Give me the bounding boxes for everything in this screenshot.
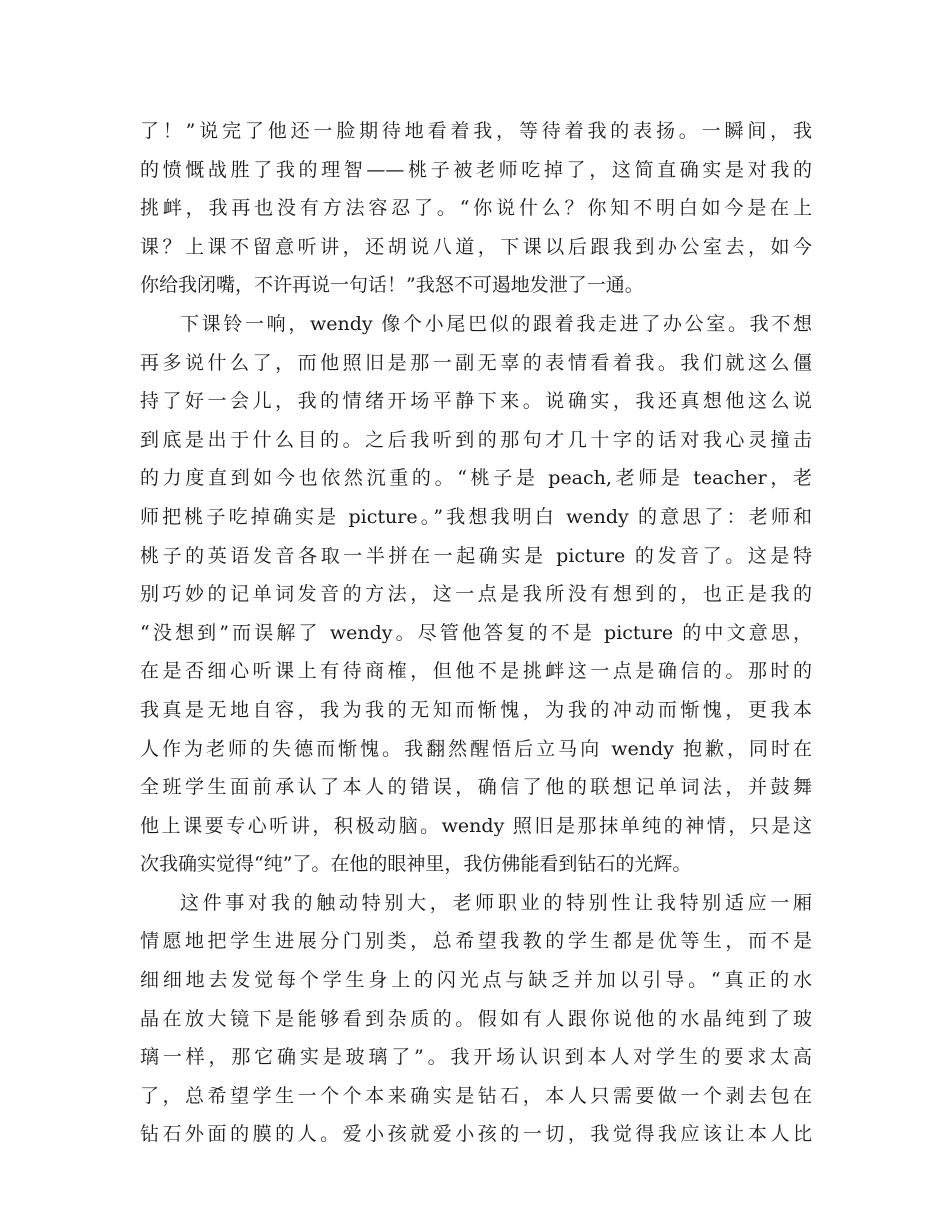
text-line: 到底是出于什么目的。之后我听到的那句才几十字的话对我心灵撞击 [140, 428, 812, 451]
text-line: 全班学生面前承认了本人的错误，确信了他的联想记单词法，并鼓舞 [140, 776, 812, 799]
text-line: 你给我闭嘴，不许再说一句话！”我怒不可遏地发泄了一通。 [140, 274, 644, 297]
text-line: 了，总希望学生一个个本来确实是钻石，本人只需要做一个剥去包在 [140, 1084, 812, 1107]
text-line: “没想到”而误解了 wendy。尽管他答复的不是 picture 的中文意思， [140, 621, 812, 644]
text-line: 桃子的英语发音各取一半拼在一起确实是 picture 的发音了。这是特 [140, 544, 812, 567]
text-line: 次我确实觉得“纯”了。在他的眼神里，我仿佛能看到钻石的光辉。 [140, 853, 692, 876]
text-line: 晶在放大镜下是能够看到杂质的。假如有人跟你说他的水晶纯到了玻 [140, 1007, 812, 1030]
text-line: 的愤慨战胜了我的理智——桃子被老师吃掉了，这简直确实是对我的 [140, 158, 812, 181]
text-line: 的力度直到如今也依然沉重的。“桃子是 peach,老师是 teacher，老 [140, 467, 812, 490]
text-line: 我真是无地自容，我为我的无知而惭愧，为我的冲动而惭愧，更我本 [140, 698, 812, 721]
text-line: 细细地去发觉每个学生身上的闪光点与缺乏并加以引导。“真正的水 [140, 969, 812, 992]
text-line: 璃一样，那它确实是玻璃了”。我开场认识到本人对学生的要求太高 [140, 1046, 812, 1069]
text-line: 了！”说完了他还一脸期待地看着我，等待着我的表扬。一瞬间，我 [140, 120, 812, 142]
text-line: 他上课要专心听讲，积极动脑。wendy 照旧是那抹单纯的神情，只是这 [140, 814, 812, 837]
body-text [140, 112, 812, 1154]
text-line: 再多说什么了，而他照旧是那一副无辜的表情看着我。我们就这么僵 [140, 351, 812, 374]
text-line: 别巧妙的记单词发音的方法，这一点是我所没有想到的，也正是我的 [140, 583, 812, 606]
text-line: 这件事对我的触动特别大，老师职业的特别性让我特别适应一厢 [180, 891, 812, 914]
text-line: 挑衅，我再也没有方法容忍了。“你说什么？你知不明白如今是在上 [140, 197, 812, 220]
text-line: 人作为老师的失德而惭愧。我翻然醒悟后立马向 wendy 抱歉，同时在 [140, 737, 812, 760]
text-line: 课？上课不留意听讲，还胡说八道，下课以后跟我到办公室去，如今 [140, 235, 812, 258]
text-line: 钻石外面的膜的人。爱小孩就爱小孩的一切，我觉得我应该让本人比 [140, 1123, 812, 1146]
text-line: 下课铃一响，wendy 像个小尾巴似的跟着我走进了办公室。我不想 [180, 312, 812, 335]
text-line: 持了好一会儿，我的情绪开场平静下来。说确实，我还真想他这么说 [140, 390, 812, 413]
text-line: 师把桃子吃掉确实是 picture。”我想我明白 wendy 的意思了：老师和 [140, 505, 812, 528]
text-line: 在是否细心听课上有待商榷，但他不是挑衅这一点是确信的。那时的 [140, 660, 812, 683]
text-line: 情愿地把学生进展分门别类，总希望我教的学生都是优等生，而不是 [140, 930, 812, 953]
